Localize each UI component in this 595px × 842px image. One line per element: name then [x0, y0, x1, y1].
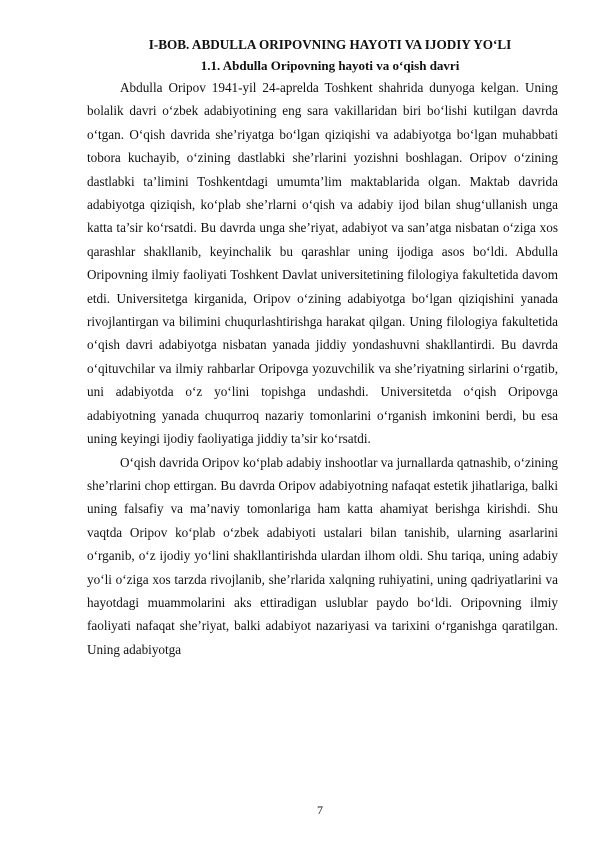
paragraph: Abdulla Oripov 1941-yil 24-aprelda Toshkent shahrida dunyoga kelgan. Uning bolalik davri o‘zbek adabiyotining eng sara vakillaridan biri bo‘lishi kutilgan davrda o‘tgan. O‘qish davrida she’riyatga bo‘lgan qiziqishi va adabiyotga bo‘lgan muhabbati tobora kuchayib, o‘zining dastlabki she’rlarini yozishni boshlagan. Oripov o‘zining dastlabki ta’limini Toshkentdagi umumta’lim maktablarida olgan. Maktab davrida adabiyotga qiziqish, ko‘plab she’rlarni o‘qish va adabiy ijod bilan shug‘ullanish unga katta ta’sir ko‘rsatdi. Bu davrda unga she’riyat, adabiyot va san’atga nisbatan o‘ziga xos qarashlar shakllanib, keyinchalik bu qarashlar uning ijodiga asos bo‘ldi. Abdulla Oripovning ilmiy faoliyati Toshkent Davlat universitetining filologiya fakultetida davom etdi. Universitetga kirganida, Oripov o‘zining adabiyotga bo‘lgan qiziqishini yanada rivojlantirgan va bilimini chuqurlashtirishga harakat qilgan. Uning filologiya fakultetida o‘qish davri adabiyotga nisbatan yanada jiddiy yondashuvni shakllantirdi. Bu davrda o‘qituvchilar va ilmiy rahbarlar Oripovga yozuvchilik va she’riyatning sirlarini o‘rgatib, uni adabiyotda o‘z yo‘lini topishga undashdi. Universitetda o‘qish Oripovga adabiyotning yanada chuqurroq nazariy tomonlarini o‘rganish imkonini berdi, bu esa uning keyingi ijodiy faoliyatiga jiddiy ta’sir ko‘rsatdi.	[87, 80, 558, 447]
body-text	[87, 76, 558, 661]
section-title: 1.1. Abdulla Oripovning hayoti va o‘qish davri	[200, 58, 460, 73]
page-number: 7	[317, 803, 323, 817]
chapter-title: I-BOB. ABDULLA ORIPOVNING HAYOTI VA IJODIY YO‘LI	[148, 37, 512, 52]
paragraph: O‘qish davrida Oripov ko‘plab adabiy inshootlar va jurnallarda qatnashib, o‘zining she’rlarini chop ettirgan. Bu davrda Oripov adabiyotning nafaqat estetik jihatlariga, balki uning falsafiy va ma’naviy tomonlariga ham katta ahamiyat berishga kirishdi. Shu vaqtda Oripov ko‘plab o‘zbek adabiyoti ustalari bilan tanishib, ularning asarlarini o‘rganib, o‘z ijodiy yo‘lini shakllantirishda ulardan ilhom oldi. Shu tariqa, uning adabiy yo‘li o‘ziga xos tarzda rivojlanib, she’rlarida xalqning ruhiyatini, uning qadriyatlarini va hayotdagi muammolarini aks ettiradigan uslublar paydo bo‘ldi. Oripovning ilmiy faoliyati nafaqat she’riyat, balki adabiyot nazariyasi va tarixini o‘rganishga qaratilgan. Uning adabiyotga	[87, 454, 559, 657]
